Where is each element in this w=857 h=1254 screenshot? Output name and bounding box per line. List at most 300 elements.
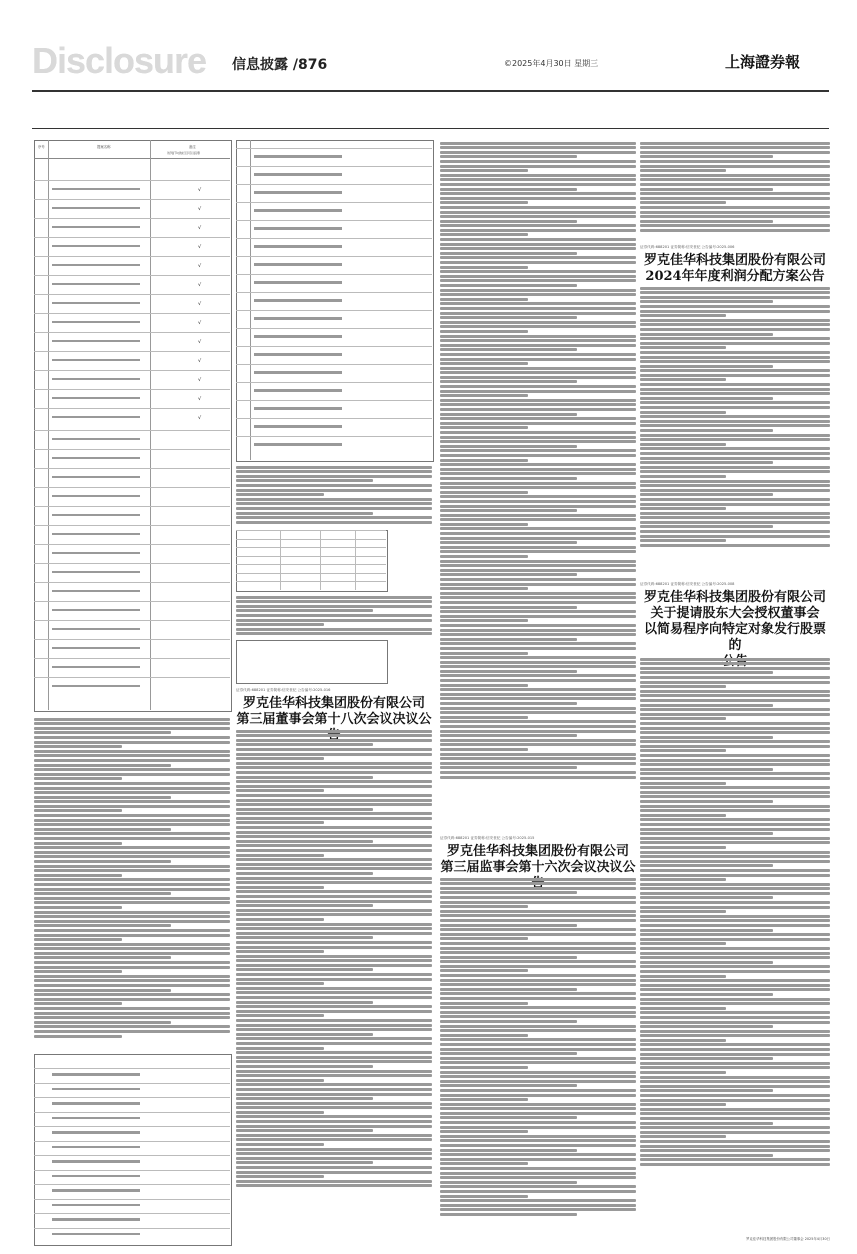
text-line — [640, 809, 830, 812]
text-line — [640, 287, 830, 290]
text-line — [440, 371, 636, 374]
text-line — [440, 1195, 528, 1198]
text-line — [236, 863, 432, 866]
table-col-line — [48, 140, 49, 710]
text-line — [640, 910, 726, 913]
text-line — [236, 946, 432, 949]
text-line — [640, 424, 830, 427]
text-line — [640, 512, 830, 515]
text-line — [34, 727, 230, 730]
text-line — [440, 633, 636, 636]
text-line — [640, 530, 830, 533]
table-header-name: 提案名称 — [97, 145, 111, 149]
text-line — [34, 800, 230, 803]
text-line — [236, 1037, 432, 1040]
text-line — [440, 1103, 636, 1106]
text-line — [236, 1102, 432, 1105]
text-line — [236, 1138, 432, 1141]
text-line — [236, 991, 432, 994]
text-line — [440, 440, 636, 443]
check-mark: √ — [198, 300, 202, 307]
text-line — [236, 1079, 324, 1082]
text-line — [440, 1121, 636, 1124]
text-line — [640, 975, 726, 978]
text-line — [440, 394, 528, 397]
text-line — [440, 537, 636, 540]
text-line — [440, 307, 636, 310]
text-line — [440, 1126, 636, 1129]
row-text — [52, 1175, 140, 1178]
text-line — [640, 178, 830, 181]
text-line — [440, 965, 636, 968]
text-line — [236, 609, 373, 612]
text-line — [236, 498, 432, 501]
text-line — [440, 670, 577, 673]
row-text — [52, 264, 140, 267]
text-line — [440, 1181, 577, 1184]
text-line — [236, 1065, 373, 1068]
text-line — [640, 970, 830, 973]
announcement-1-meta: 证券代码:688201 证券简称:信安世纪 公告编号:2025-016 — [236, 688, 331, 692]
text-line — [640, 883, 830, 886]
text-line — [236, 470, 432, 473]
text-line — [440, 1084, 577, 1087]
text-line — [34, 828, 171, 831]
text-line — [34, 947, 230, 950]
text-line — [440, 937, 528, 940]
text-line — [640, 901, 830, 904]
text-line — [640, 713, 830, 716]
text-line — [440, 279, 636, 282]
row-text — [254, 389, 342, 392]
text-line — [34, 865, 230, 868]
text-line — [440, 348, 577, 351]
text-line — [640, 727, 830, 730]
text-line — [34, 970, 122, 973]
text-line — [640, 1039, 726, 1042]
text-line — [640, 457, 830, 460]
text-line — [34, 961, 230, 964]
text-line — [236, 762, 432, 765]
text-line — [640, 1007, 726, 1010]
row-text — [52, 457, 140, 460]
text-line — [640, 1131, 830, 1134]
table-row — [34, 525, 230, 526]
text-line — [34, 943, 230, 946]
row-text — [52, 1146, 140, 1149]
text-line — [440, 339, 636, 342]
table-row — [34, 1083, 230, 1084]
row-text — [52, 1160, 140, 1163]
text-line — [640, 1016, 830, 1019]
text-line — [440, 229, 636, 232]
text-line — [236, 936, 373, 939]
text-line — [34, 823, 230, 826]
text-line — [440, 408, 636, 411]
text-line — [640, 169, 726, 172]
text-line — [34, 989, 171, 992]
text-line — [440, 697, 636, 700]
text-line — [236, 1175, 324, 1178]
text-line — [640, 507, 726, 510]
table-row — [236, 238, 432, 239]
table-row — [34, 1213, 230, 1214]
text-line — [236, 872, 373, 875]
row-text — [52, 1131, 140, 1134]
text-line — [640, 397, 773, 400]
text-line — [440, 762, 636, 765]
text-line — [640, 998, 830, 1001]
check-mark: √ — [198, 376, 202, 383]
text-line — [440, 587, 528, 590]
text-line — [640, 1140, 830, 1143]
issue-date: ©2025年4月30日 星期三 — [504, 59, 599, 68]
text-line — [440, 1015, 636, 1018]
text-line — [236, 996, 432, 999]
check-mark: √ — [198, 281, 202, 288]
text-line — [236, 854, 324, 857]
text-line — [640, 860, 830, 863]
text-line — [34, 805, 230, 808]
text-line — [34, 952, 230, 955]
text-line — [640, 319, 830, 322]
row-text — [52, 302, 140, 305]
table-row — [34, 1170, 230, 1171]
text-line — [34, 819, 230, 822]
text-line — [640, 772, 830, 775]
row-text — [52, 533, 140, 536]
table-row — [236, 400, 432, 401]
text-line — [34, 1016, 230, 1019]
text-line — [236, 1157, 432, 1160]
text-line — [440, 298, 528, 301]
table-row — [34, 601, 230, 602]
text-line — [440, 1144, 636, 1147]
text-line — [236, 950, 324, 953]
table-row — [34, 582, 230, 583]
check-mark: √ — [198, 395, 202, 402]
text-line — [640, 1062, 830, 1065]
text-line — [34, 993, 230, 996]
table-col-line — [250, 140, 251, 460]
text-line — [440, 206, 636, 209]
masthead-rule — [32, 90, 829, 92]
text-line — [640, 699, 830, 702]
text-line — [34, 722, 230, 725]
table-row — [34, 237, 230, 238]
text-line — [34, 745, 122, 748]
text-line — [34, 1025, 230, 1028]
text-line — [640, 855, 830, 858]
text-line — [440, 988, 577, 991]
text-line — [440, 1176, 636, 1179]
text-line — [236, 987, 432, 990]
table-row — [34, 199, 230, 200]
text-line — [440, 252, 577, 255]
text-line — [34, 809, 122, 812]
text-line — [236, 1005, 432, 1008]
text-line — [440, 344, 636, 347]
text-line — [236, 605, 432, 608]
text-line — [236, 739, 432, 742]
text-line — [640, 851, 830, 854]
text-line — [440, 730, 636, 733]
text-line — [640, 947, 830, 950]
text-line — [640, 183, 830, 186]
row-text — [52, 378, 140, 381]
text-line — [440, 956, 577, 959]
check-mark: √ — [198, 414, 202, 421]
text-line — [640, 300, 773, 303]
mid-col-text-2 — [236, 594, 432, 637]
text-line — [236, 1074, 432, 1077]
text-line — [640, 447, 830, 450]
matrix-col — [280, 530, 281, 590]
text-line — [440, 1135, 636, 1138]
text-line — [236, 955, 432, 958]
text-line — [640, 993, 773, 996]
text-line — [640, 383, 830, 386]
text-line — [640, 438, 830, 441]
table-row — [34, 506, 230, 507]
text-line — [236, 959, 432, 962]
table-row — [236, 220, 432, 221]
row-text — [52, 1189, 140, 1192]
check-mark: √ — [198, 224, 202, 231]
text-line — [640, 539, 726, 542]
text-line — [640, 823, 830, 826]
text-line — [440, 316, 577, 319]
text-line — [440, 1075, 636, 1078]
text-line — [440, 707, 636, 710]
text-line — [440, 684, 528, 687]
text-line — [236, 1120, 432, 1123]
row-text — [52, 628, 140, 631]
text-line — [440, 629, 636, 632]
text-line — [640, 952, 830, 955]
text-line — [640, 1034, 830, 1037]
text-line — [640, 1163, 830, 1166]
text-line — [34, 1035, 122, 1038]
text-line — [640, 521, 830, 524]
text-line — [440, 656, 636, 659]
text-line — [236, 600, 432, 603]
text-line — [640, 717, 726, 720]
text-line — [34, 814, 230, 817]
text-line — [34, 754, 230, 757]
text-line — [440, 942, 636, 945]
table-row — [34, 1228, 230, 1229]
text-line — [640, 740, 830, 743]
row-text — [254, 425, 342, 428]
row-text — [254, 245, 342, 248]
matrix-row — [236, 573, 386, 574]
text-line — [640, 763, 830, 766]
text-line — [440, 720, 636, 723]
table-row — [34, 1184, 230, 1185]
text-line — [440, 220, 577, 223]
row-text — [52, 1073, 140, 1076]
text-line — [640, 1154, 773, 1157]
text-line — [640, 356, 830, 359]
text-line — [640, 892, 830, 895]
row-text — [52, 647, 140, 650]
text-line — [440, 436, 636, 439]
text-line — [440, 178, 636, 181]
text-line — [34, 768, 230, 771]
text-line — [34, 787, 230, 790]
row-text — [52, 283, 140, 286]
text-line — [640, 1089, 773, 1092]
text-line — [440, 330, 528, 333]
text-line — [440, 569, 636, 572]
text-line — [640, 489, 830, 492]
text-line — [640, 667, 830, 670]
text-line — [440, 275, 636, 278]
text-line — [34, 883, 230, 886]
table-row — [34, 620, 230, 621]
text-line — [640, 535, 830, 538]
text-line — [440, 1029, 636, 1032]
row-text — [52, 207, 140, 210]
text-line — [440, 564, 636, 567]
text-line — [236, 927, 432, 930]
row-text — [52, 1204, 140, 1207]
text-line — [640, 174, 830, 177]
text-line — [640, 681, 830, 684]
text-line — [440, 969, 528, 972]
text-line — [440, 1061, 636, 1064]
text-line — [34, 984, 230, 987]
row-text — [52, 495, 140, 498]
text-line — [440, 652, 528, 655]
text-line — [440, 674, 636, 677]
text-line — [34, 837, 230, 840]
text-line — [640, 220, 773, 223]
text-line — [640, 1126, 830, 1129]
text-line — [640, 452, 830, 455]
text-line — [440, 1094, 636, 1097]
text-line — [34, 796, 171, 799]
text-line — [440, 1153, 636, 1156]
text-line — [640, 1053, 830, 1056]
content-top-rule — [32, 128, 829, 129]
row-text — [52, 666, 140, 669]
text-line — [440, 766, 577, 769]
text-line — [640, 1085, 830, 1088]
text-line — [640, 1043, 830, 1046]
text-line — [34, 869, 230, 872]
check-mark: √ — [198, 205, 202, 212]
row-text — [52, 609, 140, 612]
text-line — [236, 1129, 373, 1132]
text-line — [640, 333, 773, 336]
text-line — [440, 1149, 577, 1152]
text-line — [236, 973, 432, 976]
text-line — [440, 1025, 636, 1028]
text-line — [236, 849, 432, 852]
text-line — [440, 665, 636, 668]
text-line — [236, 858, 432, 861]
text-line — [440, 615, 636, 618]
text-line — [640, 470, 830, 473]
text-line — [640, 768, 773, 771]
matrix-row — [236, 581, 386, 582]
text-line — [640, 188, 773, 191]
text-line — [640, 874, 830, 877]
text-line — [440, 160, 636, 163]
announcement-3-meta: 证券代码:688201 证券简称:信安世纪 公告编号:2025-006 — [640, 245, 735, 249]
masthead — [32, 40, 832, 86]
text-line — [640, 1002, 830, 1005]
text-line — [440, 169, 528, 172]
text-line — [236, 1125, 432, 1128]
col-3-text — [440, 140, 636, 780]
announcement-4-body — [640, 656, 830, 1168]
text-line — [236, 1152, 432, 1155]
text-line — [440, 312, 636, 315]
table-row — [34, 1097, 230, 1098]
footer-signature: 罗克佳华科技集团股份有限公司董事会 2025年4月30日 — [746, 1237, 830, 1241]
text-line — [440, 403, 636, 406]
text-line — [34, 915, 230, 918]
table-row — [236, 256, 432, 257]
text-line — [440, 477, 577, 480]
table-row — [34, 218, 230, 219]
row-text — [52, 340, 140, 343]
section-title: 信息披露 /876 — [232, 57, 328, 73]
text-line — [236, 900, 432, 903]
text-line — [34, 759, 230, 762]
announcement-4-subtitle-1: 关于提请股东大会授权董事会 — [650, 606, 820, 621]
row-text — [52, 1233, 140, 1236]
text-line — [440, 891, 577, 894]
table-row — [34, 389, 230, 390]
text-line — [440, 1080, 636, 1083]
text-line — [640, 694, 830, 697]
row-text — [52, 590, 140, 593]
text-line — [34, 966, 230, 969]
text-line — [440, 325, 636, 328]
row-text — [52, 188, 140, 191]
text-line — [440, 261, 636, 264]
text-line — [236, 623, 324, 626]
text-line — [236, 867, 432, 870]
table-row — [236, 418, 432, 419]
text-line — [236, 489, 432, 492]
announcement-2-body — [440, 876, 636, 1218]
text-line — [640, 984, 830, 987]
text-line — [440, 454, 636, 457]
text-line — [640, 731, 830, 734]
text-line — [236, 1161, 373, 1164]
text-line — [440, 472, 636, 475]
text-line — [236, 734, 432, 737]
text-line — [640, 961, 773, 964]
text-line — [640, 215, 830, 218]
text-line — [34, 1021, 171, 1024]
text-line — [440, 1185, 636, 1188]
text-line — [440, 215, 636, 218]
text-line — [640, 979, 830, 982]
text-line — [640, 155, 773, 158]
text-line — [440, 413, 577, 416]
text-line — [640, 1071, 726, 1074]
table-col-line — [150, 140, 151, 710]
text-line — [640, 305, 830, 308]
text-line — [440, 1139, 636, 1142]
table-row — [236, 328, 432, 329]
